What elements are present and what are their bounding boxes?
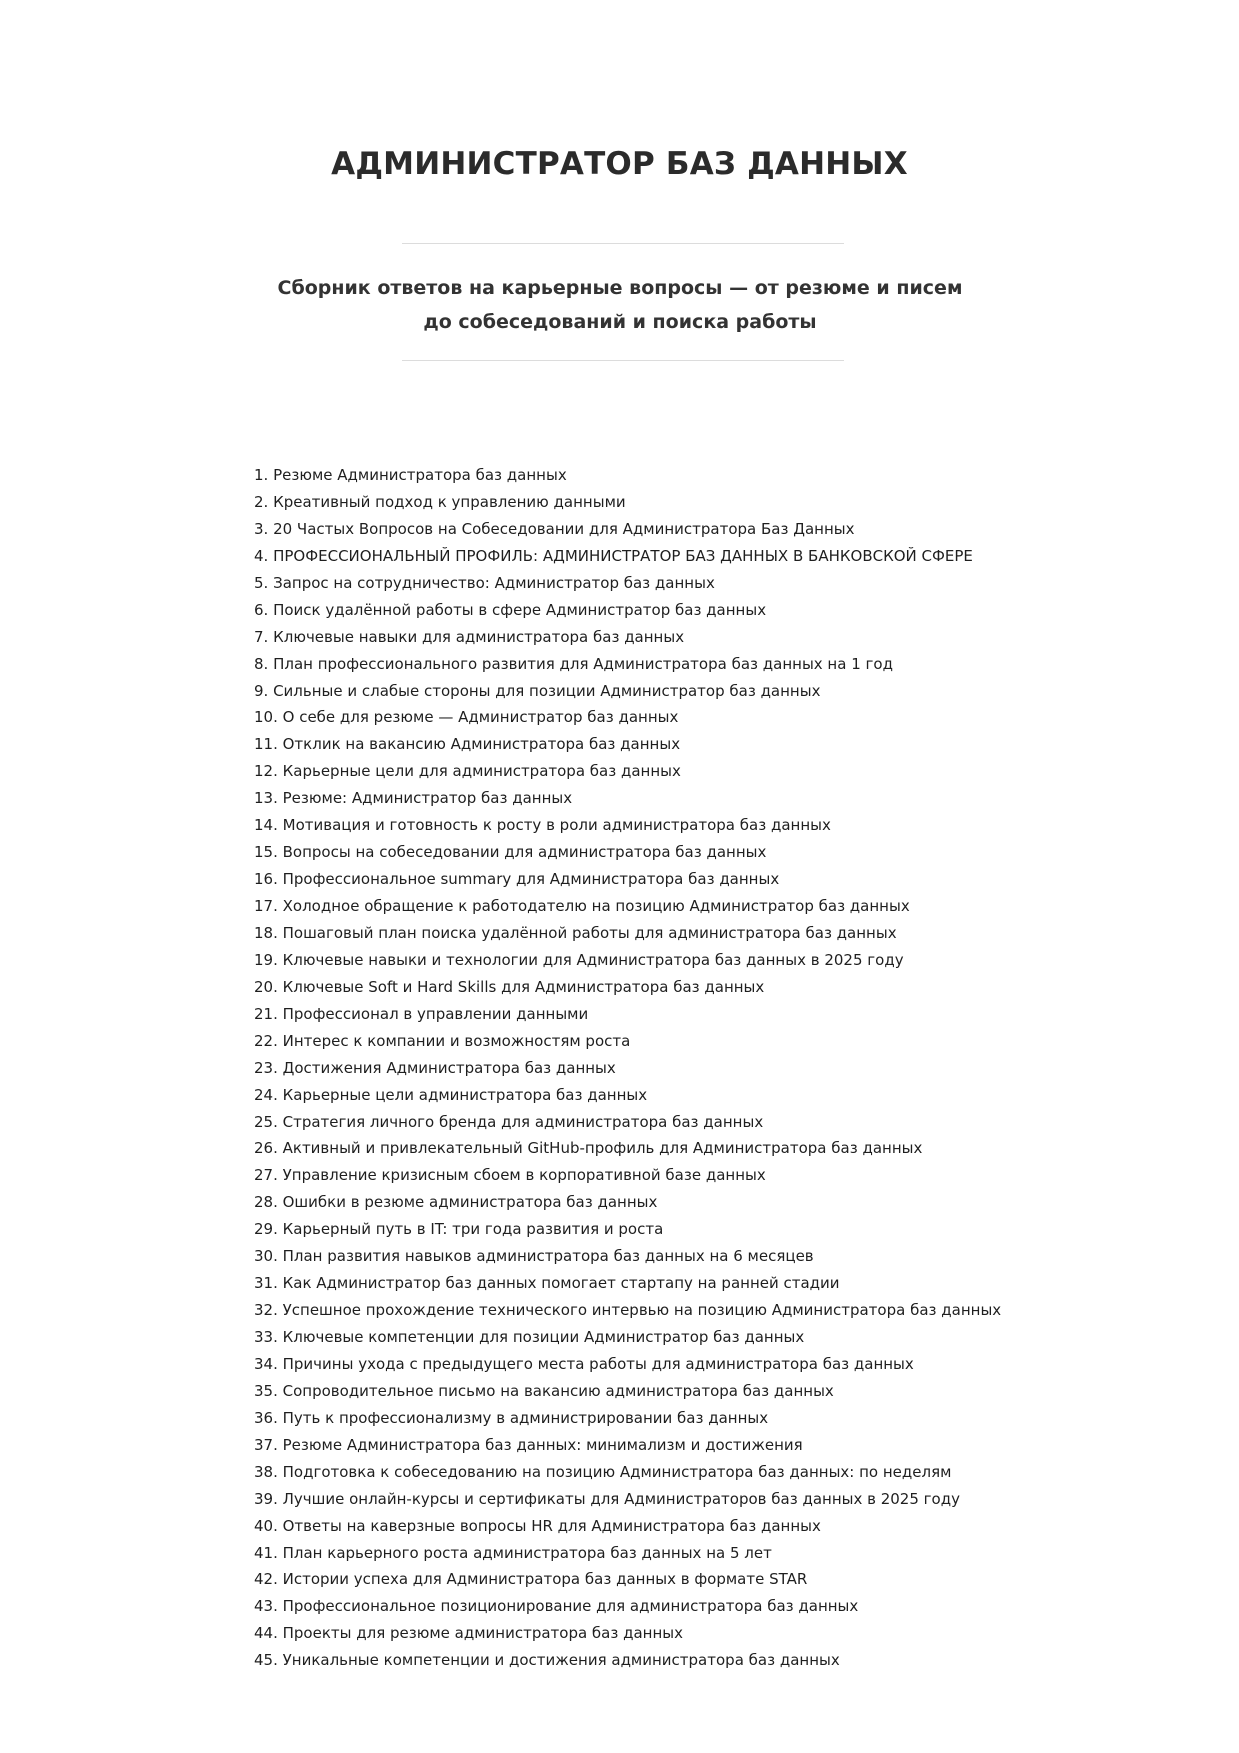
toc-item[interactable]: 30. План развития навыков администратора баз данных на 6 месяцев	[254, 1247, 814, 1266]
toc-item[interactable]: 6. Поиск удалённой работы в сфере Администратор баз данных	[254, 600, 767, 619]
toc-item[interactable]: 13. Резюме: Администратор баз данных	[254, 789, 573, 808]
toc-item[interactable]: 31. Как Администратор баз данных помогает стартапу на ранней стадии	[254, 1274, 840, 1293]
toc-item[interactable]: 12. Карьерные цели для администратора баз данных	[254, 762, 681, 781]
document-subtitle: Сборник ответов на карьерные вопросы — от резюме и писем до собеседований и поиска работы	[277, 277, 963, 333]
toc-item[interactable]: 15. Вопросы на собеседовании для администратора баз данных	[254, 843, 767, 862]
toc-item[interactable]: 42. Истории успеха для Администратора баз данных в формате STAR	[254, 1570, 808, 1589]
toc-item[interactable]: 7. Ключевые навыки для администратора баз данных	[254, 627, 685, 646]
toc-item[interactable]: 20. Ключевые Soft и Hard Skills для Администратора баз данных	[254, 977, 765, 996]
toc-item[interactable]: 40. Ответы на каверзные вопросы HR для Администратора баз данных	[254, 1516, 821, 1535]
toc-item[interactable]: 23. Достижения Администратора баз данных	[254, 1058, 616, 1077]
toc-item[interactable]: 17. Холодное обращение к работодателю на позицию Администратор баз данных	[254, 897, 910, 915]
toc-item[interactable]: 4. ПРОФЕССИОНАЛЬНЫЙ ПРОФИЛЬ: АДМИНИСТРАТОР БАЗ ДАННЫХ В БАНКОВСКОЙ СФЕРЕ	[254, 546, 973, 565]
toc-item[interactable]: 5. Запрос на сотрудничество: Администратор баз данных	[254, 573, 715, 592]
table-of-contents	[254, 462, 1214, 1674]
toc-item[interactable]: 45. Уникальные компетенции и достижения администратора баз данных	[254, 1651, 840, 1670]
toc-item[interactable]: 16. Профессиональное summary для Администратора баз данных	[254, 870, 780, 889]
toc-item[interactable]: 2. Креативный подход к управлению данными	[254, 492, 626, 511]
toc-item[interactable]: 34. Причины ухода с предыдущего места работы для администратора баз данных	[254, 1354, 914, 1373]
toc-item[interactable]: 28. Ошибки в резюме администратора баз данных	[254, 1193, 658, 1212]
toc-item[interactable]: 21. Профессионал в управлении данными	[254, 1004, 589, 1023]
toc-item[interactable]: 14. Мотивация и готовность к росту в роли администратора баз данных	[254, 816, 831, 835]
toc-item[interactable]: 24. Карьерные цели администратора баз данных	[254, 1085, 648, 1104]
toc-item[interactable]: 37. Резюме Администратора баз данных: минимализм и достижения	[254, 1435, 803, 1454]
toc-item[interactable]: 18. Пошаговый план поиска удалённой работы для администратора баз данных	[254, 923, 897, 942]
toc-item[interactable]: 27. Управление кризисным сбоем в корпоративной базе данных	[254, 1166, 766, 1185]
toc-item[interactable]: 38. Подготовка к собеседованию на позицию Администратора баз данных: по неделям	[254, 1462, 952, 1481]
toc-item[interactable]: 9. Сильные и слабые стороны для позиции Администратор баз данных	[254, 681, 821, 700]
toc-item[interactable]: 41. План карьерного роста администратора баз данных на 5 лет	[254, 1543, 772, 1562]
toc-item[interactable]: 10. О себе для резюме — Администратор баз данных	[254, 708, 679, 727]
toc-item[interactable]: 3. 20 Частых Вопросов на Собеседовании для Администратора Баз Данных	[254, 519, 855, 538]
toc-item[interactable]: 35. Сопроводительное письмо на вакансию администратора баз данных	[254, 1381, 834, 1400]
toc-item[interactable]: 1. Резюме Администратора баз данных	[254, 466, 567, 484]
toc-item[interactable]: 29. Карьерный путь в IT: три года развития и роста	[254, 1220, 664, 1239]
toc-item[interactable]: 36. Путь к профессионализму в администрировании баз данных	[254, 1408, 769, 1427]
title-divider-bottom	[402, 360, 844, 361]
toc-item[interactable]: 33. Ключевые компетенции для позиции Администратор баз данных	[254, 1328, 805, 1346]
toc-item[interactable]: 11. Отклик на вакансию Администратора баз данных	[254, 735, 681, 754]
toc-item[interactable]: 43. Профессиональное позиционирование для администратора баз данных	[254, 1597, 859, 1616]
toc-item[interactable]: 22. Интерес к компании и возможностям роста	[254, 1031, 631, 1050]
toc-item[interactable]: 8. План профессионального развития для Администратора баз данных на 1 год	[254, 654, 893, 673]
document-title: АДМИНИСТРАТОР БАЗ ДАННЫХ	[331, 146, 908, 182]
toc-item[interactable]: 19. Ключевые навыки и технологии для Администратора баз данных в 2025 году	[254, 950, 904, 969]
toc-item[interactable]: 39. Лучшие онлайн-курсы и сертификаты для Администраторов баз данных в 2025 году	[254, 1489, 960, 1508]
toc-item[interactable]: 44. Проекты для резюме администратора баз данных	[254, 1624, 684, 1643]
toc-item[interactable]: 32. Успешное прохождение технического интервью на позицию Администратора баз данных	[254, 1301, 1002, 1320]
toc-item[interactable]: 26. Активный и привлекательный GitHub-профиль для Администратора баз данных	[254, 1139, 923, 1158]
title-divider-top	[402, 243, 844, 244]
toc-item[interactable]: 25. Стратегия личного бренда для администратора баз данных	[254, 1112, 764, 1131]
